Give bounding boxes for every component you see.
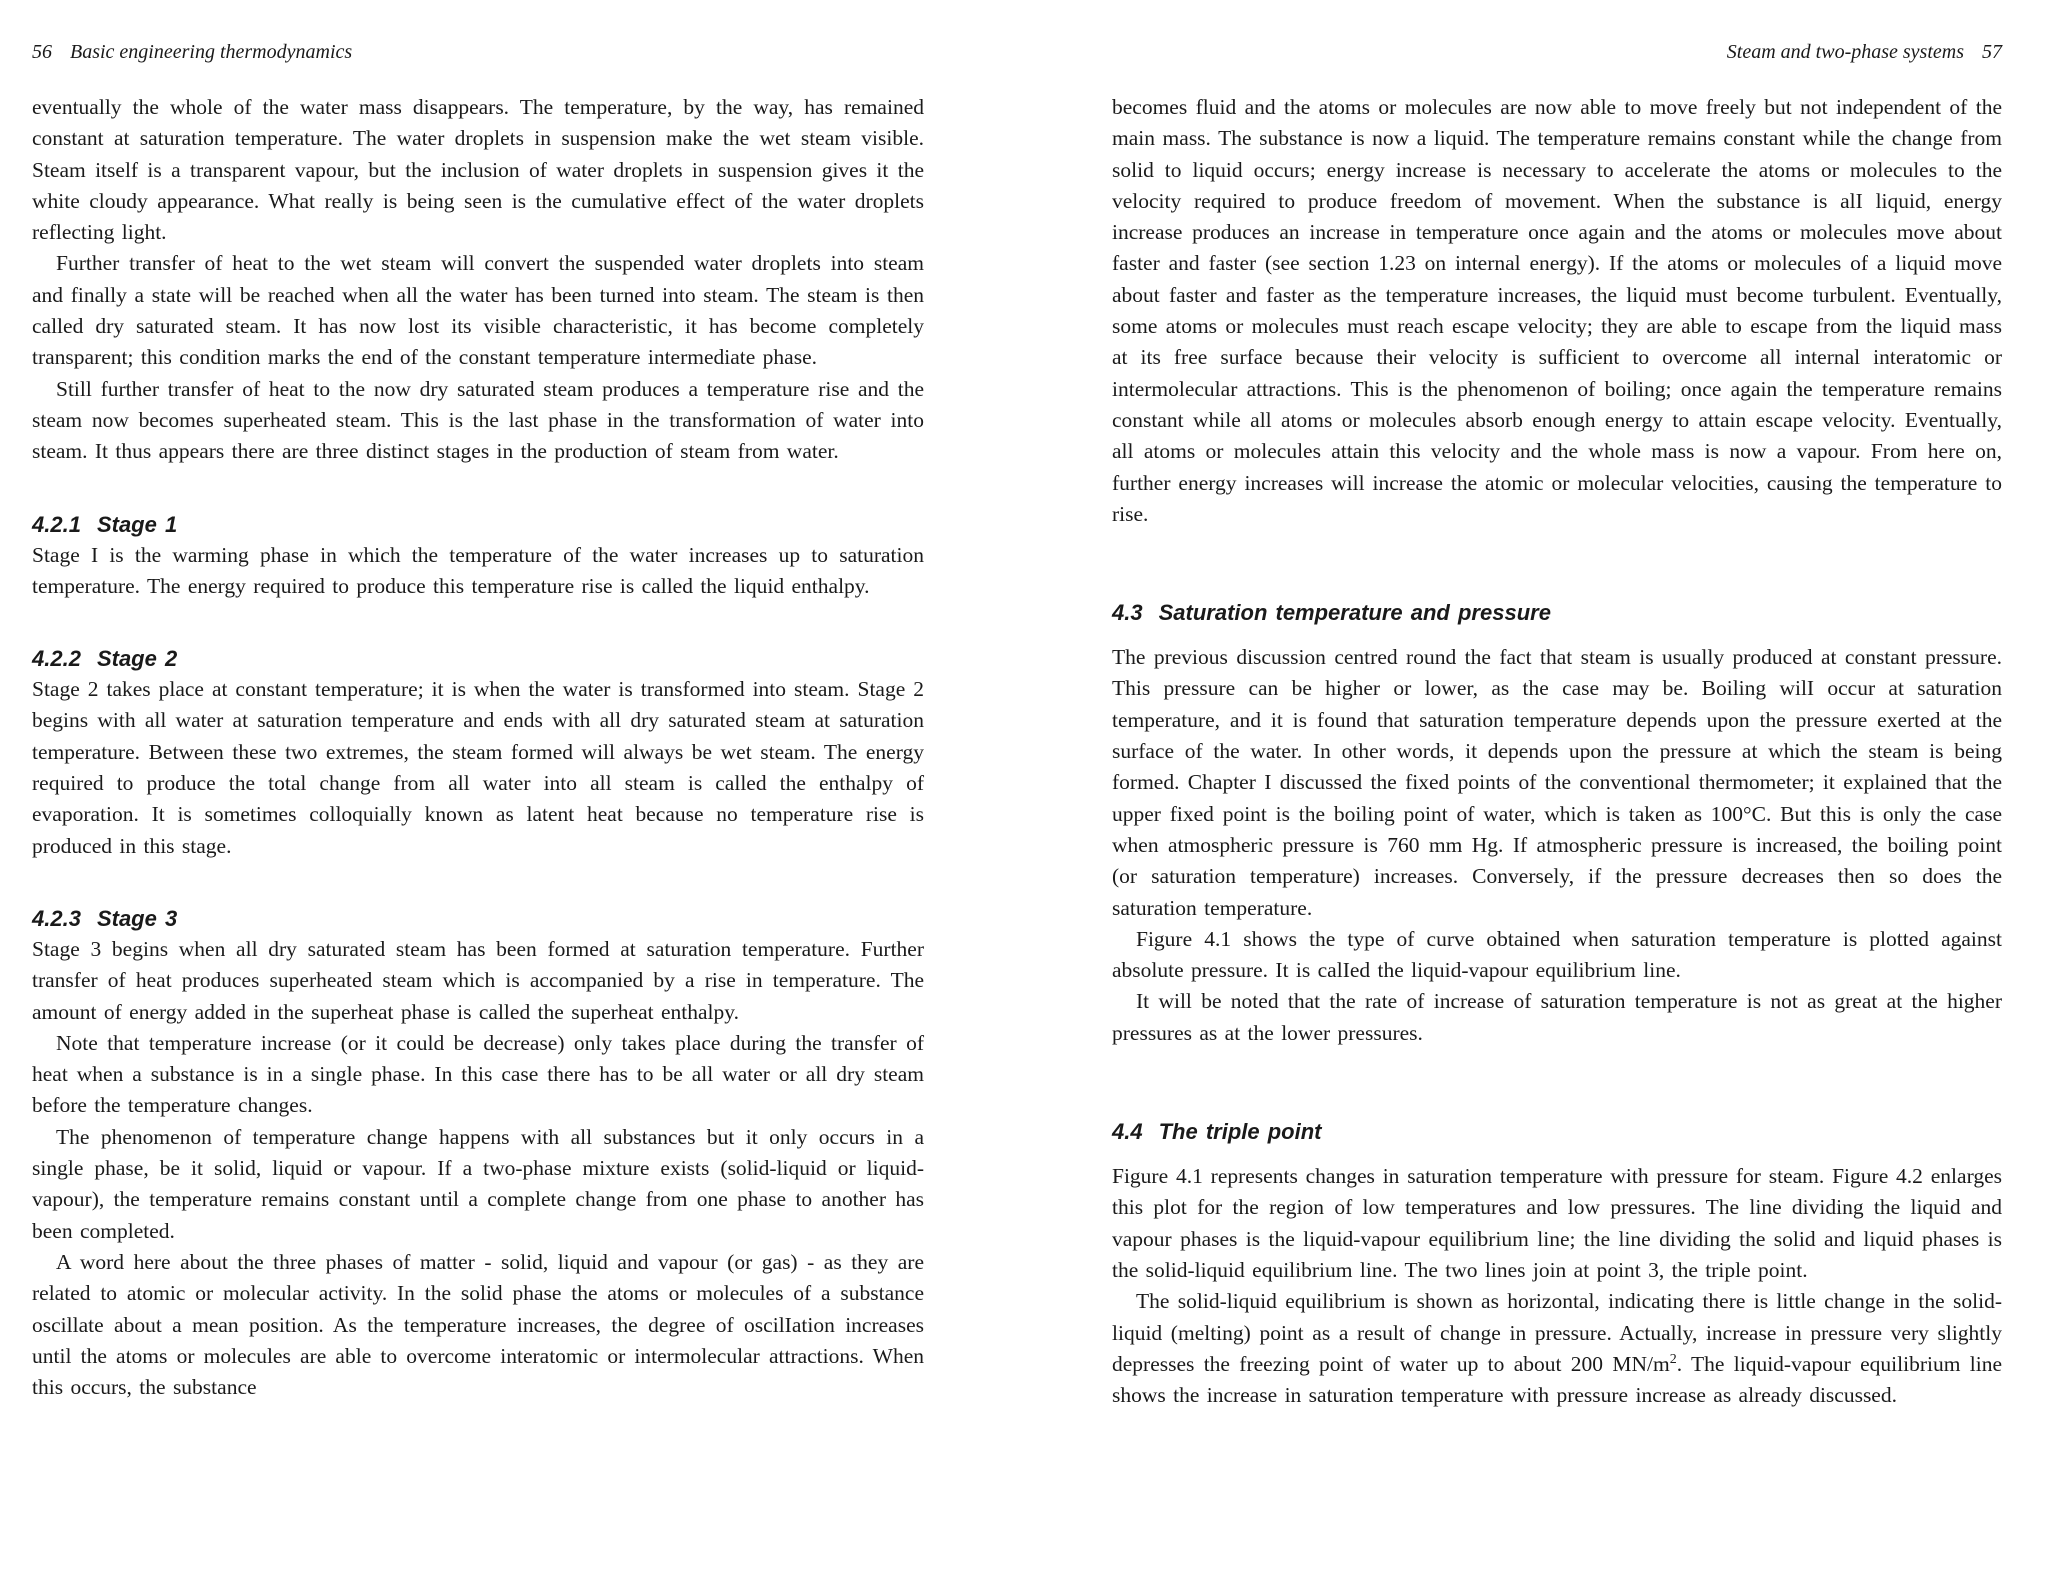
section-title: Saturation temperature and pressure — [1158, 600, 1551, 626]
left-paragraph-3: Still further transfer of heat to the now dry saturated steam produces a temperature rise and the steam now becomes superheated steam. This is the last phase in the transformation of water into steam. It thus appears there are three distinct stages in the production of steam from water. — [32, 376, 924, 464]
left-page-number: 56 — [32, 41, 52, 63]
superscript-2: 2 — [1669, 1351, 1677, 1367]
triple-point-text-b: . The liquid-vapour equilibrium line shows the increase in saturation temperature with pressure increase as already discussed. — [1112, 1351, 2002, 1408]
right-page — [1112, 0, 2002, 1575]
section-heading-4-2-3 — [32, 904, 924, 934]
section-title: The triple point — [1158, 1119, 1322, 1145]
section-title: Stage 2 — [96, 646, 178, 672]
left-paragraph-2: Further transfer of heat to the wet steam will convert the suspended water droplets into steam and finally a state will be reached when all the water has been turned into steam. The steam is then called dry saturated steam. It has now lost its visible characteristic, it has become completely transparent; this condition marks the end of the constant temperature intermediate phase. — [32, 251, 924, 370]
section-heading-4-3 — [1112, 598, 2002, 628]
left-page — [32, 0, 924, 1575]
triple-point-paragraph-1: Figure 4.1 represents changes in saturation temperature with pressure for steam. Figure 4.2 enlarges this plot for the region of low temperatures and low pressures. The line dividing the liquid and vapour phases is the liquid-vapour equilibrium line; the line dividing the solid and liquid phases is the solid-liquid equilibrium line. The two lines join at point 3, the triple point. — [1112, 1164, 2002, 1282]
left-paragraph-1: eventually the whole of the water mass disappears. The temperature, by the way, has remained constant at saturation temperature. The water droplets in suspension make the wet steam visible. Steam itself is a transparent vapour, but the inclusion of water droplets in suspension gives it the white cloudy appearance. What really is being seen is the cumulative effect of the water droplets reflecting light. — [32, 95, 924, 245]
triple-point-text-a: The solid-liquid equilibrium is shown as horizontal, indicating there is little change in the solid-liquid (melting) point as a result of change in pressure. Actually, increase in pressure very slightly depresses the freezing point of water up to about 200 MN/m — [1112, 1289, 2002, 1376]
section-title: Stage 1 — [96, 511, 178, 537]
stage-3-paragraph-4: A word here about the three phases of matter - solid, liquid and vapour (or gas) - as they are related to atomic or molecular activity. In the solid phase the atoms or molecules of a substance oscillate about a mean position. As the temperature increases, the degree of oscilIation increases until the atoms or molecules are able to overcome interatomic or intermolecular attractions. When this occurs, the substance — [32, 1249, 924, 1400]
stage-2-paragraph: Stage 2 takes place at constant temperature; it is when the water is transformed into steam. Stage 2 begins with all water at saturation temperature and ends with all dry saturated steam at saturation temperature. Between these two extremes, the steam formed will always be wet steam. The energy required to produce the total change from all water into all steam is called the enthalpy of evaporation. It is sometimes colloquially known as latent heat because no temperature rise is produced in this stage. — [32, 677, 924, 858]
left-running-title: Basic engineering thermodynamics — [70, 41, 353, 63]
right-page-number: 57 — [1982, 41, 2002, 63]
saturation-paragraph-3: It will be noted that the rate of increase of saturation temperature is not as great at the higher pressures as at the lower pressures. — [1112, 989, 2002, 1045]
section-title: Stage 3 — [96, 905, 178, 931]
saturation-paragraph-2: Figure 4.1 shows the type of curve obtained when saturation temperature is plotted against absolute pressure. It is calIed the liquid-vapour equilibrium line. — [1112, 926, 2002, 983]
section-number: 4.2.3 — [32, 905, 81, 931]
stage-3-paragraph-3: The phenomenon of temperature change happens with all substances but it only occurs in a single phase, be it solid, liquid or vapour. If a two-phase mixture exists (solid-liquid or liquid-vapour), the temperature remains constant until a complete change from one phase to another has been completed. — [32, 1124, 924, 1243]
section-number: 4.2.1 — [32, 511, 81, 537]
right-running-head — [1112, 40, 2002, 64]
section-number: 4.3 — [1112, 600, 1143, 626]
stage-1-paragraph: Stage I is the warming phase in which the temperature of the water increases up to saturation temperature. The energy required to produce this temperature rise is called the liquid enthalpy. — [32, 542, 924, 598]
section-heading-4-2-2 — [32, 644, 924, 674]
section-heading-4-4 — [1112, 1117, 2002, 1147]
left-running-head — [32, 40, 924, 64]
section-number: 4.4 — [1112, 1119, 1143, 1145]
saturation-paragraph-1: The previous discussion centred round the fact that steam is usually produced at constant pressure. This pressure can be higher or lower, as the case may be. Boiling wilI occur at saturation temperature, and it is found that saturation temperature depends upon the pressure exerted at the surface of the water. In other words, it depends upon the pressure at which the steam is being formed. Chapter I discussed the fixed points of the conventional thermometer; it explained that the upper fixed point is the boiling point of water, which is taken as 100°C. But this is only the case when atmospheric pressure is 760 mm Hg. If atmospheric pressure is increased, the boiling point (or saturation temperature) increases. Conversely, if the pressure decreases then so does the saturation temperature. — [1112, 645, 2002, 920]
section-number: 4.2.2 — [32, 646, 81, 672]
triple-point-paragraph-2 — [1112, 1286, 2002, 1411]
right-paragraph-1: becomes fluid and the atoms or molecules are now able to move freely but not independent of the main mass. The substance is now a liquid. The temperature remains constant while the change from solid to liquid occurs; energy increase is necessary to accelerate the atoms or molecules to the velocity required to produce freedom of movement. When the substance is alI liquid, energy increase produces an increase in temperature once again and the atoms or molecules move about faster and faster (see section 1.23 on internal energy). If the atoms or molecules of a liquid move about faster and faster as the temperature increases, the liquid must become turbulent. Eventually, some atoms or molecules must reach escape velocity; they are able to escape from the liquid mass at its free surface because their velocity is sufficient to overcome all internal interatomic or intermolecular attractions. This is the phenomenon of boiling; once again the temperature remains constant while all atoms or molecules absorb enough energy to attain escape velocity. Eventually, all atoms or molecules attain this velocity and the whole mass is now a vapour. From here on, further energy increases will increase the atomic or molecular velocities, causing the temperature to rise. — [1112, 95, 2002, 526]
right-body-text — [1112, 92, 2002, 1411]
section-heading-4-2-1 — [32, 510, 924, 540]
right-running-title: Steam and two-phase systems — [1726, 41, 1964, 63]
left-body-text — [32, 92, 924, 1403]
stage-3-paragraph-2: Note that temperature increase (or it could be decrease) only takes place during the transfer of heat when a substance is in a single phase. In this case there has to be all water or all dry steam before the temperature changes. — [32, 1030, 924, 1118]
stage-3-paragraph-1: Stage 3 begins when all dry saturated steam has been formed at saturation temperature. Further transfer of heat produces superheated steam which is accompanied by a rise in temperature. The amount of energy added in the superheat phase is called the superheat enthalpy. — [32, 936, 924, 1024]
